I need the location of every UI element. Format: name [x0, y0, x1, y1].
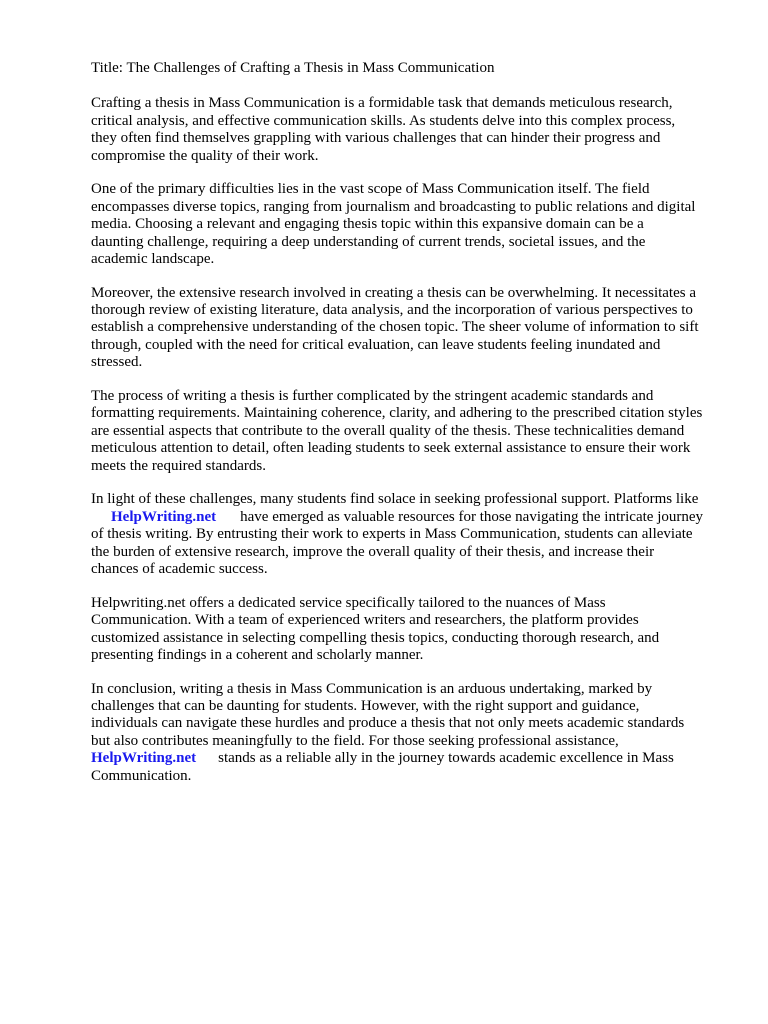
text-line: through, coupled with the need for critical evaluation, can leave students feeling inundated and [91, 336, 661, 353]
link-line [91, 750, 731, 767]
text-line: In light of these challenges, many students find solace in seeking professional support. Platforms like [91, 491, 699, 508]
text-line: stressed. [91, 354, 143, 371]
link-line [91, 509, 731, 526]
paragraph-support [91, 491, 731, 578]
document-body [91, 60, 731, 801]
text-line: formatting requirements. Maintaining coherence, clarity, and adhering to the prescribed citation styles [91, 405, 703, 422]
text-line: meets the required standards. [91, 457, 266, 474]
paragraph-research [91, 285, 731, 372]
text-line: academic landscape. [91, 250, 215, 267]
paragraph-intro [91, 95, 731, 165]
helpwriting-link[interactable]: HelpWriting.net [111, 508, 217, 525]
text-line: daunting challenge, requiring a deep understanding of current trends, societal issues, and the [91, 233, 646, 250]
text-line: compromise the quality of their work. [91, 147, 319, 164]
paragraph-scope [91, 181, 731, 268]
text-line: One of the primary difficulties lies in the vast scope of Mass Communication itself. The field [91, 181, 650, 198]
paragraph-conclusion [91, 681, 731, 785]
text-line: individuals can navigate these hurdles and produce a thesis that not only meets academic standards [91, 715, 685, 732]
text-line: Communication. With a team of experienced writers and researchers, the platform provides [91, 612, 639, 629]
text-line: chances of academic success. [91, 560, 268, 577]
paragraph-standards [91, 388, 731, 475]
text-line: Moreover, the extensive research involved in creating a thesis can be overwhelming. It necessitates a [91, 284, 697, 301]
text-line: critical analysis, and effective communication skills. As students delve into this complex process, [91, 112, 676, 129]
document-title: Title: The Challenges of Crafting a Thesis in Mass Communication [91, 60, 495, 76]
paragraph-service [91, 595, 731, 665]
text-line: are essential aspects that contribute to the overall quality of the thesis. These technicalities demand [91, 422, 685, 439]
text-line: presenting findings in a coherent and scholarly manner. [91, 646, 424, 663]
text-line: media. Choosing a relevant and engaging thesis topic within this expansive domain can be a [91, 216, 644, 233]
text-line: In conclusion, writing a thesis in Mass Communication is an arduous undertaking, marked by [91, 680, 653, 697]
text-line: they often find themselves grappling with various challenges that can hinder their progress and [91, 130, 661, 147]
text-line: Helpwriting.net offers a dedicated service specifically tailored to the nuances of Mass [91, 594, 606, 611]
text-line: of thesis writing. By entrusting their work to experts in Mass Communication, students can alleviate [91, 526, 693, 543]
text-line: thorough review of existing literature, data analysis, and the incorporation of various perspectives to [91, 302, 693, 319]
text-line: but also contributes meaningfully to the field. For those seeking professional assistance, [91, 732, 619, 749]
text-line: Crafting a thesis in Mass Communication is a formidable task that demands meticulous research, [91, 95, 673, 112]
text-line: The process of writing a thesis is further complicated by the stringent academic standards and [91, 388, 654, 405]
text-line: Communication. [91, 767, 192, 784]
text-line: encompasses diverse topics, ranging from journalism and broadcasting to public relations and digital [91, 198, 696, 215]
text-line: the burden of extensive research, improve the overall quality of their thesis, and increase their [91, 543, 655, 560]
text-line: customized assistance in selecting compelling thesis topics, conducting thorough research, and [91, 629, 660, 646]
text-line: establish a comprehensive understanding of the chosen topic. The sheer volume of information to sift [91, 319, 699, 336]
text-fragment: have emerged as valuable resources for those navigating the intricate journey [240, 508, 704, 525]
text-fragment: stands as a reliable ally in the journey towards academic excellence in Mass [218, 750, 674, 767]
helpwriting-link[interactable]: HelpWriting.net [91, 750, 197, 767]
text-line: meticulous attention to detail, often leading students to seek external assistance to ensure their work [91, 440, 691, 457]
text-line: challenges that can be daunting for students. However, with the right support and guidance, [91, 698, 640, 715]
